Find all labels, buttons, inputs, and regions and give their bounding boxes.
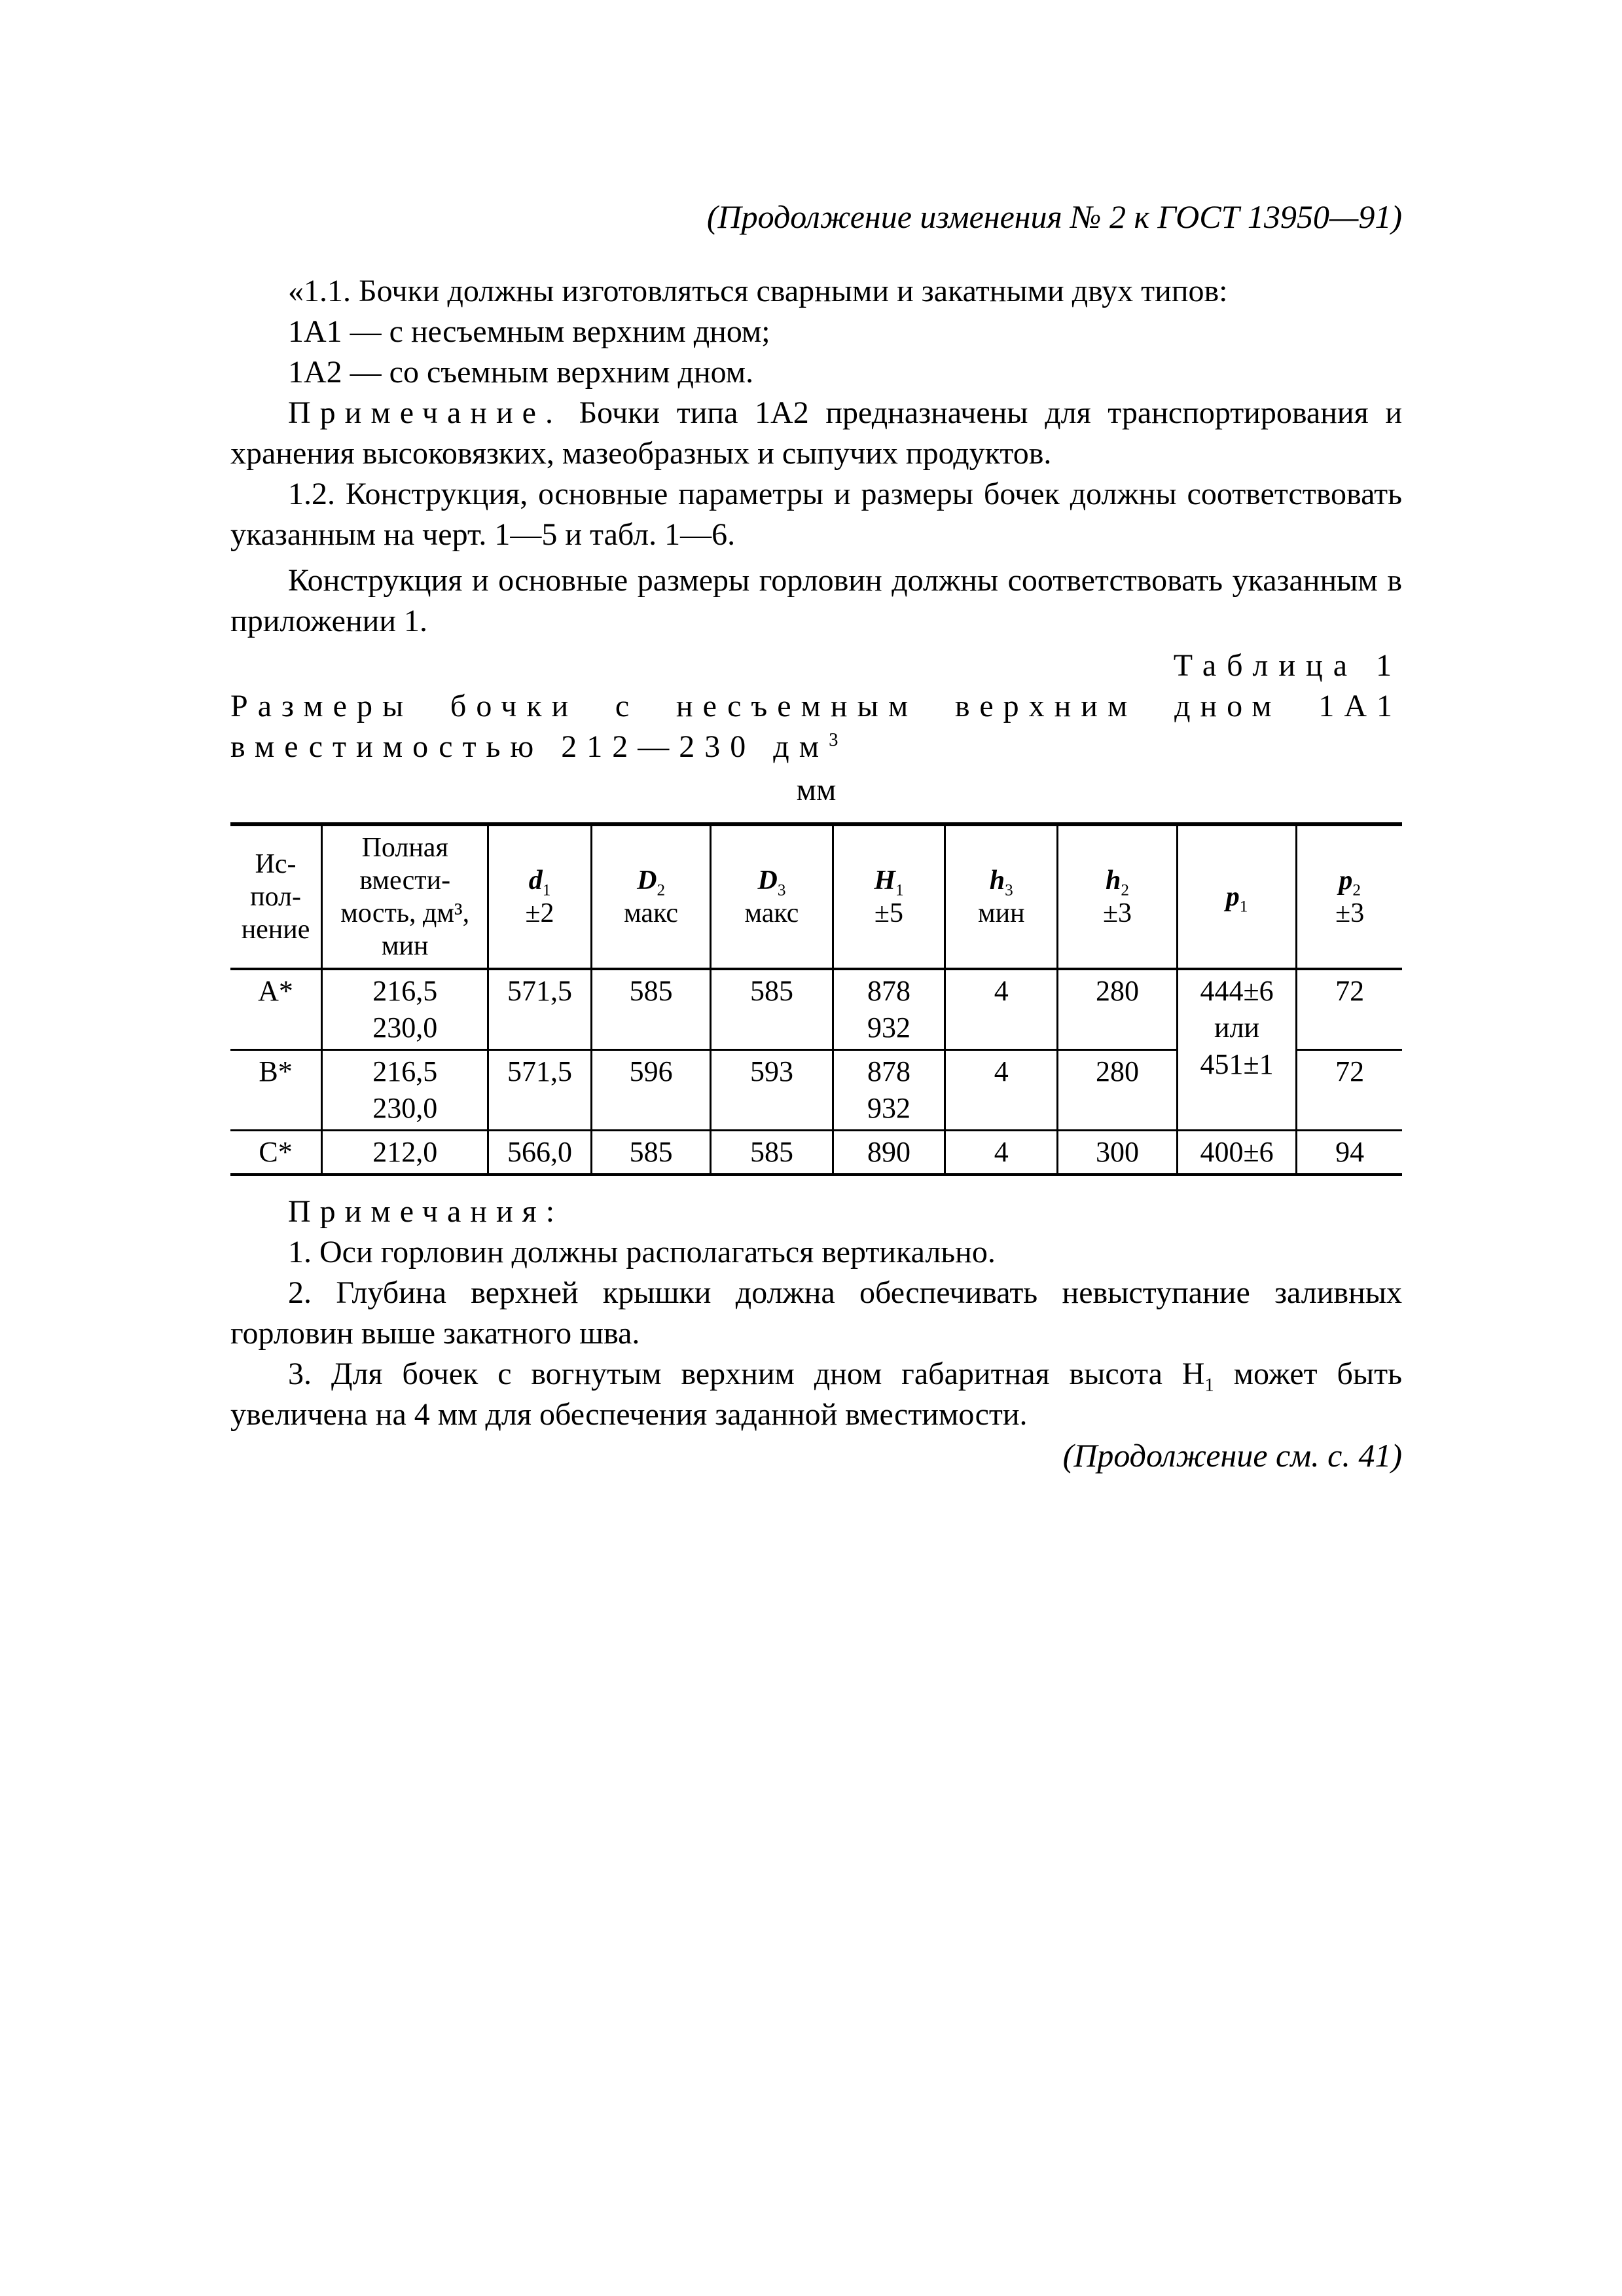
table-header-row <box>230 824 1402 969</box>
note-paragraph <box>230 393 1402 474</box>
cell-p2: 72 <box>1297 969 1402 1050</box>
cell-capacity: 212,0 <box>322 1131 488 1175</box>
table-row <box>230 1131 1402 1175</box>
cell-D2: 596 <box>591 1050 711 1131</box>
cell-H1: 890 <box>833 1131 945 1175</box>
table-title-sup: 3 <box>829 729 848 750</box>
cell-p2: 72 <box>1297 1050 1402 1131</box>
neck-paragraph: Конструкция и основные размеры горловин должны соответствовать указанным в приложении 1. <box>230 563 1402 638</box>
cell-D3: 585 <box>711 1131 833 1175</box>
continuation-footer: (Продолжение см. с. 41) <box>1062 1437 1402 1474</box>
cell-capacity: 216,5 230,0 <box>322 1050 488 1131</box>
cell-D2: 585 <box>591 969 711 1050</box>
header-capacity: Полная вмести- мость, дм³, мин <box>322 824 488 969</box>
table-row <box>230 969 1402 1050</box>
header-d1: $d_1$ ±2 <box>488 824 592 969</box>
cell-H1: 878 932 <box>833 969 945 1050</box>
cell-d1: 571,5 <box>488 969 592 1050</box>
cell-h2: 280 <box>1058 1050 1178 1131</box>
dimensions-table <box>230 822 1402 1176</box>
header-h2: $h_2$ ±3 <box>1058 824 1178 969</box>
note-3: 3. Для бочек с вогнутым верхним дном габаритная высота $H_1$ может быть увеличена на 4 мм для обеспечения заданной вместимости. <box>230 1357 1403 1432</box>
cell-version: C* <box>230 1131 322 1175</box>
header-version: Ис- пол- нение <box>230 824 322 969</box>
type-1a2-line: 1A2 — со съемным верхним дном. <box>288 355 754 390</box>
table-title-text: Размеры бочки с несъемным верхним дном 1A1 вместимостью 212—230 дм <box>230 689 1402 764</box>
table-units: мм <box>796 773 837 807</box>
note-label: Примечание. <box>288 395 562 430</box>
table-label: Таблица 1 <box>1173 648 1402 683</box>
cell-h2: 300 <box>1058 1131 1178 1175</box>
cell-d1: 571,5 <box>488 1050 592 1131</box>
header-h3: $h_3$ мин <box>945 824 1058 969</box>
type-1a1-line: 1A1 — с несъемным верхним дном; <box>288 314 770 349</box>
header-p1: $p_1$ <box>1177 824 1297 969</box>
note-2: 2. Глубина верхней крышки должна обеспечивать невыступание заливных горловин выше закатного шва. <box>230 1275 1402 1351</box>
cell-D3: 593 <box>711 1050 833 1131</box>
note-1: 1. Оси горловин должны располагаться вертикально. <box>288 1235 996 1269</box>
note-text: Бочки типа 1A2 предназначены для транспортирования и хранения высоковязких, мазеобразных и сыпучих продуктов. <box>230 395 1402 471</box>
cell-p1-merged: 444±6 или 451±1 <box>1177 969 1297 1131</box>
clause-1-1: «1.1. Бочки должны изготовляться сварными и закатными двух типов: <box>288 274 1228 308</box>
cell-h3: 4 <box>945 1050 1058 1131</box>
cell-version: B* <box>230 1050 322 1131</box>
cell-p1: 400±6 <box>1177 1131 1297 1175</box>
cell-D3: 585 <box>711 969 833 1050</box>
header-D3: $D_3$ макс <box>711 824 833 969</box>
header-D2: $D_2$ макс <box>591 824 711 969</box>
cell-d1: 566,0 <box>488 1131 592 1175</box>
cell-h3: 4 <box>945 1131 1058 1175</box>
cell-p2: 94 <box>1297 1131 1402 1175</box>
table-title <box>230 686 1402 767</box>
page-content <box>230 196 1402 1476</box>
cell-h3: 4 <box>945 969 1058 1050</box>
cell-capacity: 216,5 230,0 <box>322 969 488 1050</box>
cell-D2: 585 <box>591 1131 711 1175</box>
cell-h2: 280 <box>1058 969 1178 1050</box>
cell-version: A* <box>230 969 322 1050</box>
header-p2: $p_2$ ±3 <box>1297 824 1402 969</box>
clause-1-2: 1.2. Конструкция, основные параметры и размеры бочек должны соответствовать указанным на черт. 1—5 и табл. 1—6. <box>230 477 1402 552</box>
continuation-header: (Продолжение изменения № 2 к ГОСТ 13950—91) <box>706 198 1402 235</box>
header-H1: $H_1$ ±5 <box>833 824 945 969</box>
notes-heading: Примечания: <box>288 1194 564 1229</box>
cell-H1: 878 932 <box>833 1050 945 1131</box>
